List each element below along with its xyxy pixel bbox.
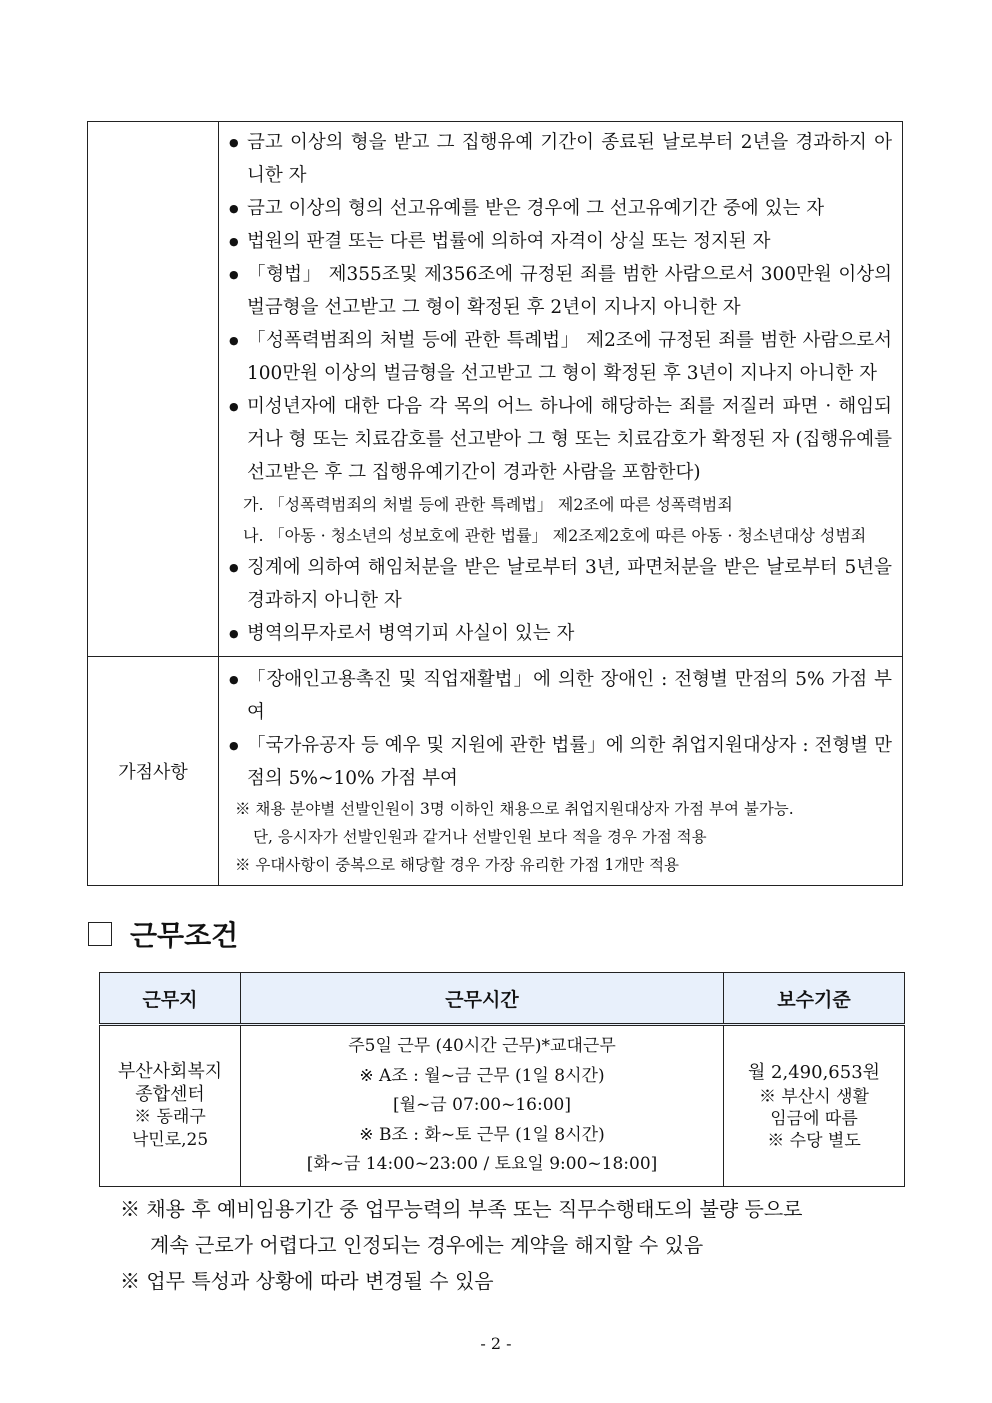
bonus-note: ※ 채용 분야별 선발인원이 3명 이하인 채용으로 취업지원대상자 가점 부여 불가능.: [235, 800, 794, 818]
hours-line: 주5일 근무 (40시간 근무)*교대근무: [348, 1036, 616, 1056]
list-item: ● 미성년자에 대한 다음 각 목의 어느 하나에 해당하는 죄를 저질러 파면 · 해임되거나 형 또는 치료감호를 선고받아 그 형 또는 치료감호가 확정된 자 (집행유예를 선고받은 후 그 집행유예기간이 경과한 사람을 포함한다): [229, 390, 892, 489]
location-line: 낙민로,25: [131, 1129, 209, 1150]
page-number: - 2 -: [480, 1334, 512, 1353]
list-item: ● 「국가유공자 등 예우 및 지원에 관한 법률」에 의한 취업지원대상자 : 전형별 만점의 5%~10% 가점 부여: [229, 729, 892, 795]
section-heading: [88, 914, 238, 954]
location-line: 종합센터: [135, 1083, 205, 1105]
list-item: ● 「장애인고용촉진 및 직업재활법」에 의한 장애인 : 전형별 만점의 5% 가점 부여: [229, 663, 892, 729]
bonus-row: [88, 657, 903, 886]
checkbox-icon: [88, 922, 112, 946]
pay-line: 월 2,490,653원: [747, 1061, 881, 1083]
row-label-empty: [88, 122, 219, 657]
hours-line: [월~금 07:00~16:00]: [393, 1095, 571, 1115]
list-item: ● 「성폭력범죄의 처벌 등에 관한 특례법」 제2조에 규정된 죄를 범한 사람으로서 100만원 이상의 벌금형을 선고받고 그 형이 확정된 후 3년이 지나지 아니한 자: [229, 324, 892, 390]
hours-cell: [241, 1025, 724, 1187]
bonus-note: ※ 우대사항이 중복으로 해당할 경우 가장 유리한 가점 1개만 적용: [235, 856, 680, 874]
work-conditions-table: [99, 972, 905, 1187]
footnote-cont: 계속 근로가 어렵다고 인정되는 경우에는 계약을 해지할 수 있음: [150, 1233, 704, 1257]
footnote: ※ 채용 후 예비임용기간 중 업무능력의 부족 또는 직무수행태도의 불량 등으로: [120, 1197, 803, 1221]
pay-line: ※ 부산시 생활: [759, 1086, 869, 1107]
disqualification-cell: [219, 122, 903, 657]
hours-line: ※ A조 : 월~금 근무 (1일 8시간): [359, 1065, 605, 1086]
disqualification-row: [88, 122, 903, 657]
header-pay: 보수기준: [724, 973, 905, 1025]
header-hours: 근무시간: [241, 973, 724, 1025]
pay-line: 임금에 따름: [770, 1108, 858, 1129]
location-line: 부산사회복지: [117, 1060, 223, 1082]
header-location: 근무지: [100, 973, 241, 1025]
bonus-label: 가점사항: [88, 657, 219, 886]
bonus-cell: [219, 657, 903, 886]
location-line: ※ 동래구: [134, 1106, 206, 1127]
location-cell: [100, 1025, 241, 1187]
hours-line: ※ B조 : 화~토 근무 (1일 8시간): [359, 1124, 605, 1145]
list-item: ● 병역의무자로서 병역기피 사실이 있는 자: [229, 617, 892, 650]
list-item: ● 금고 이상의 형을 받고 그 집행유예 기간이 종료된 날로부터 2년을 경과하지 아니한 자: [229, 126, 892, 192]
list-item: ● 금고 이상의 형의 선고유예를 받은 경우에 그 선고유예기간 중에 있는 자: [229, 192, 892, 225]
table-header-row: [100, 973, 905, 1025]
table-row: [100, 1025, 905, 1187]
eligibility-table: [87, 121, 903, 886]
list-item: ● 징계에 의하여 해임처분을 받은 날로부터 3년, 파면처분을 받은 날로부터 5년을 경과하지 아니한 자: [229, 551, 892, 617]
sub-item: 나. 「아동 · 청소년의 성보호에 관한 법률」 제2조제2호에 따른 아동 · 청소년대상 성범죄: [243, 526, 867, 545]
pay-line: ※ 수당 별도: [767, 1130, 861, 1151]
list-item: ● 「형법」 제355조및 제356조에 규정된 죄를 범한 사람으로서 300만원 이상의 벌금형을 선고받고 그 형이 확정된 후 2년이 지나지 아니한 자: [229, 258, 892, 324]
hours-line: [화~금 14:00~23:00 / 토요일 9:00~18:00]: [306, 1154, 658, 1174]
list-item: ● 법원의 판결 또는 다른 법률에 의하여 자격이 상실 또는 정지된 자: [229, 225, 892, 258]
footnote: ※ 업무 특성과 상황에 따라 변경될 수 있음: [120, 1269, 494, 1293]
pay-cell: [724, 1025, 905, 1187]
bonus-note-cont: 단, 응시자가 선발인원과 같거나 선발인원 보다 적을 경우 가점 적용: [253, 828, 707, 846]
section-title: 근무조건: [130, 919, 239, 952]
sub-item: 가. 「성폭력범죄의 처벌 등에 관한 특례법」 제2조에 따른 성폭력범죄: [243, 495, 733, 514]
